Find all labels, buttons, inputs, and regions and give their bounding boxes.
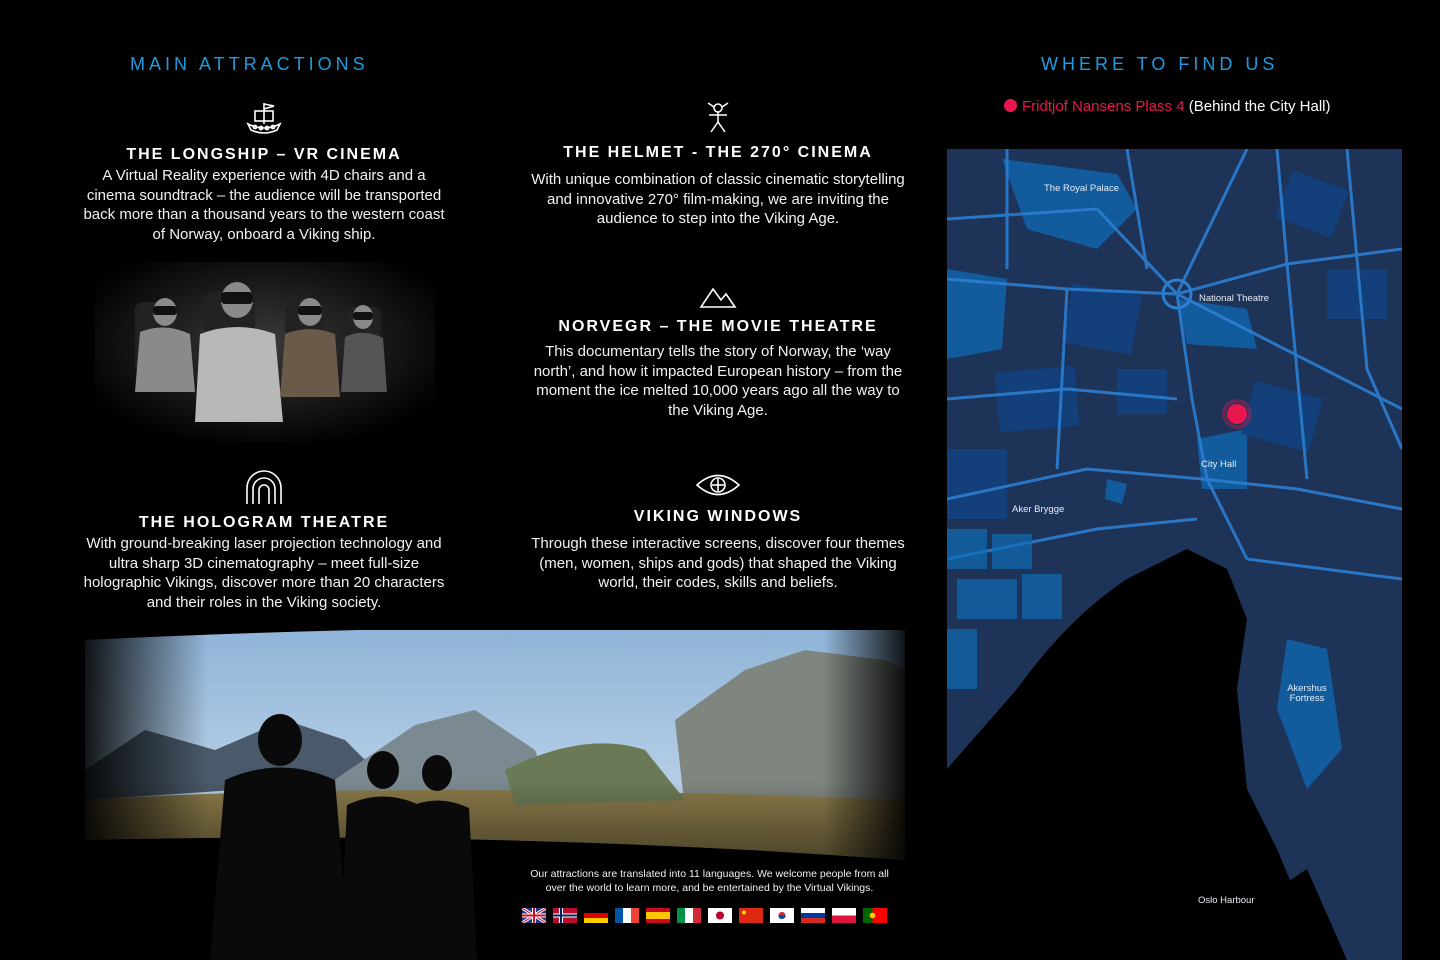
attraction-description: With unique combination of classic cinematic storytelling and innovative 270° film-making, we are inviting the audience to step into the Viking Age.	[531, 171, 905, 227]
eye-icon	[695, 470, 741, 500]
attraction-hologram	[80, 470, 448, 612]
language-flags	[522, 908, 887, 923]
poland-flag[interactable]	[832, 908, 856, 923]
attraction-description: A Virtual Reality experience with 4D chairs and a cinema soundtrack – the audience will be transported back more than a thousand years to the western coast of Norway, onboard a Viking ship.	[83, 167, 445, 243]
map-label-akershus-fortress: Akershus Fortress	[1287, 683, 1327, 704]
map-label-national-theatre: National Theatre	[1199, 293, 1270, 304]
portugal-flag[interactable]	[863, 908, 887, 923]
location-pin-icon	[1004, 99, 1017, 112]
uk-flag[interactable]	[522, 908, 546, 923]
attraction-norvegr	[530, 284, 906, 420]
germany-flag[interactable]	[584, 908, 608, 923]
attraction-longship	[80, 100, 448, 244]
map-label-city-hall: City Hall	[1201, 459, 1237, 470]
attraction-title: THE HOLOGRAM THEATRE	[138, 514, 390, 531]
norway-flag[interactable]	[553, 908, 577, 923]
address-hint: (Behind the City Hall)	[1188, 98, 1331, 115]
attraction-title: THE LONGSHIP – VR CINEMA	[126, 146, 402, 163]
russia-flag[interactable]	[801, 908, 825, 923]
spain-flag[interactable]	[646, 908, 670, 923]
ship-icon	[246, 100, 282, 138]
arch-icon	[245, 470, 283, 506]
attraction-helmet	[530, 100, 906, 229]
languages-footnote: Our attractions are translated into 11 languages. We welcome people from all over the world to learn more, and be entertained by the Virtual Vikings.	[530, 868, 889, 894]
attraction-title: VIKING WINDOWS	[633, 508, 803, 525]
street-address[interactable]: Fridtjof Nansens Plass 4	[1022, 98, 1185, 115]
attraction-title: THE HELMET - THE 270° CINEMA	[563, 144, 873, 161]
korea-flag[interactable]	[770, 908, 794, 923]
china-flag[interactable]	[739, 908, 763, 923]
where-to-find-us-heading: WHERE TO FIND US	[1041, 54, 1279, 74]
location-map[interactable]	[947, 149, 1402, 960]
attraction-description: Through these interactive screens, discover four themes (men, women, ships and gods) that shaped the Viking world, their codes, skills and beliefs.	[531, 535, 905, 591]
italy-flag[interactable]	[677, 908, 701, 923]
attraction-title: NORVEGR – THE MOVIE THEATRE	[558, 318, 878, 335]
japan-flag[interactable]	[708, 908, 732, 923]
attraction-description: With ground-breaking laser projection technology and ultra sharp 3D cinematography – meet full-size holographic Vikings, discover more than 20 characters and their roles in the Viking society.	[83, 535, 445, 611]
mountain-icon	[699, 284, 737, 310]
map-label-aker-brygge: Aker Brygge	[1012, 504, 1065, 515]
main-attractions-heading: MAIN ATTRACTIONS	[130, 54, 369, 74]
attraction-description: This documentary tells the story of Norway, the ‘way north’, and how it impacted European history – from the moment the ice melted 10,000 years ago all the way to the Viking Age.	[533, 343, 903, 419]
attraction-viking-windows	[530, 470, 906, 593]
address-line	[1004, 98, 1330, 115]
map-label-oslo-harbour: Oslo Harbour	[1198, 895, 1255, 906]
helmet-figure-icon	[703, 100, 733, 136]
vr-audience-photo	[95, 262, 435, 442]
map-label-royal-palace: The Royal Palace	[1044, 183, 1119, 194]
france-flag[interactable]	[615, 908, 639, 923]
